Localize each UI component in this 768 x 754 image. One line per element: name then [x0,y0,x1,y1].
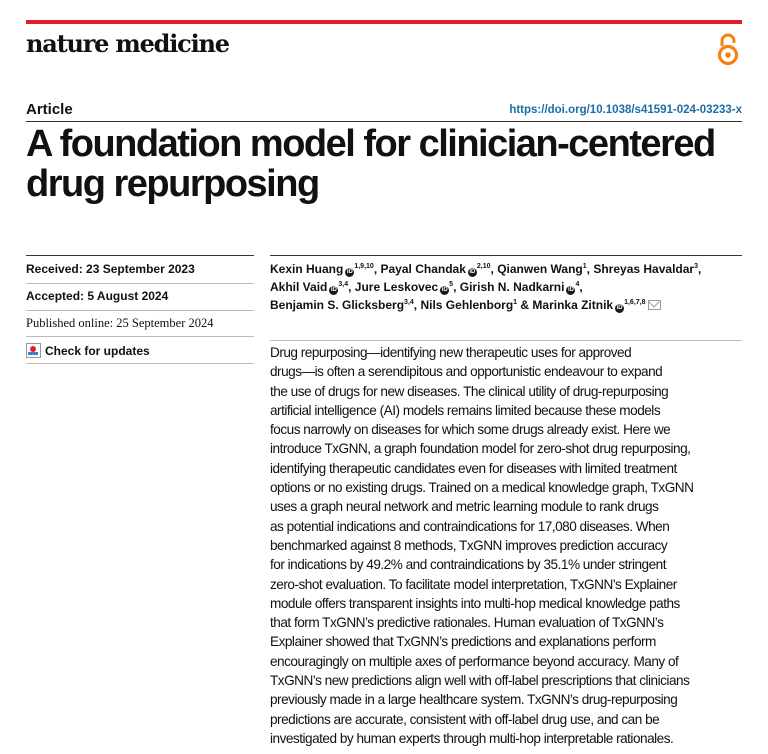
orcid-icon[interactable]: iD [330,287,337,293]
meta-row-divider [26,363,254,364]
abstract-line: TxGNN’s new predictions align well with off-label prescriptions that clinicians [270,673,690,689]
abstract-line: zero-shot evaluation. To facilitate model interpretation, TxGNN’s Explainer [270,576,677,592]
abstract-line: artificial intelligence (AI) models remains limited because these models [270,402,661,418]
accepted-date [26,289,168,303]
meta-divider [26,255,254,256]
orcid-icon[interactable]: iD [616,305,623,311]
accepted-label: Accepted: [26,289,85,303]
published-date: Published online: 25 September 2024 [26,316,214,330]
author[interactable]: Kexin Huang iD$^{1,9,10}$, [270,262,378,276]
abstract-line: drugs—is often a serendipitous and opportunistic endeavour to expand [270,364,663,380]
author[interactable]: Payal Chandak iD$^{2,10}$, [380,262,494,276]
abstract-line: Explainer showed that TxGNN’s predictions and explanations perform [270,634,656,650]
abstract-divider [270,340,742,341]
author[interactable]: Benjamin S. Glicksberg$^{3,4}$, [270,298,418,312]
orcid-icon[interactable]: iD [469,269,476,275]
header-divider [26,121,742,122]
abstract-line: investigated by human experts through multi-hop interpretable rationales. [270,730,674,746]
journal-top-bar [26,20,742,24]
abstract-line: predictions are accurate, consistent with off-label drug use, and can be [270,711,660,727]
abstract-line: for indications by 49.2% and contraindications by 35.1% under stringent [270,557,666,573]
accepted-value: 5 August 2024 [87,289,169,303]
article-title [26,124,742,204]
author[interactable]: Shreyas Havaldar$^3$, [593,262,702,276]
abstract-line: as potential indications and contraindications for 17,080 diseases. When [270,518,670,534]
abstract-line: introduce TxGNN, a graph foundation model for zero-shot drug repurposing, [270,441,691,457]
meta-row-divider [26,310,254,311]
author-list [270,260,746,314]
open-access-icon [715,32,741,66]
received-value: 23 September 2023 [86,262,195,276]
abstract-line: previously made in a large healthcare system. TxGNN’s drug-repurposing [270,692,678,708]
orcid-icon[interactable]: iD [567,287,574,293]
abstract-line: options or no existing drugs. Trained on a medical knowledge graph, TxGNN [270,480,694,496]
received-date [26,262,195,276]
crossmark-icon [26,343,41,358]
abstract-line: Drug repurposing—identifying new therapeutic uses for approved [270,345,632,360]
abstract-line: encouragingly on multiple axes of performance beyond accuracy. Many of [270,653,679,669]
title-line: A foundation model for clinician-centered [26,123,715,165]
abstract-line: that form TxGNN’s predictive rationales. Human evaluation of TxGNN’s [270,615,664,631]
received-label: Received: [26,262,83,276]
authors-divider [270,255,742,256]
check-for-updates-label: Check for updates [45,343,150,358]
abstract-line: uses a graph neural network and metric learning module to rank drugs [270,499,659,515]
author[interactable]: Jure Leskovec $iD^5$, [354,280,457,294]
abstract-line: focus narrowly on diseases for which some drugs already exist. Here we [270,422,671,438]
author[interactable]: Nils Gehlenborg$^1$ & [420,298,530,312]
abstract-line: module offers transparent insights into multi-hop medical knowledge paths [270,595,680,611]
abstract-line: identifying therapeutic candidates even for diseases with limited treatment [270,460,677,476]
author[interactable]: Qianwen Wang$^1$, [497,262,590,276]
abstract [270,343,746,748]
article-type: Article [26,101,73,118]
orcid-icon[interactable]: iD [441,287,448,293]
orcid-icon[interactable]: iD [346,269,353,275]
check-for-updates-button[interactable] [26,343,150,358]
title-line: drug repurposing [26,163,319,205]
journal-name: nature medicine [26,29,229,58]
meta-row-divider [26,336,254,337]
doi-link[interactable]: https://doi.org/10.1038/s41591-024-03233-x [509,104,742,116]
email-icon[interactable] [648,300,661,310]
author[interactable]: Marinka Zitnik iD$^{1,6,7,8}$ [532,298,660,312]
abstract-line: benchmarked against 8 methods, TxGNN improves prediction accuracy [270,537,668,553]
meta-row-divider [26,283,254,284]
author[interactable]: Girish N. Nadkarni $iD^4$, [459,280,583,294]
author[interactable]: Akhil Vaid iD$^{3,4}$, [270,280,352,294]
abstract-line: the use of drugs for new diseases. The clinical utility of drug-repurposing [270,383,669,399]
